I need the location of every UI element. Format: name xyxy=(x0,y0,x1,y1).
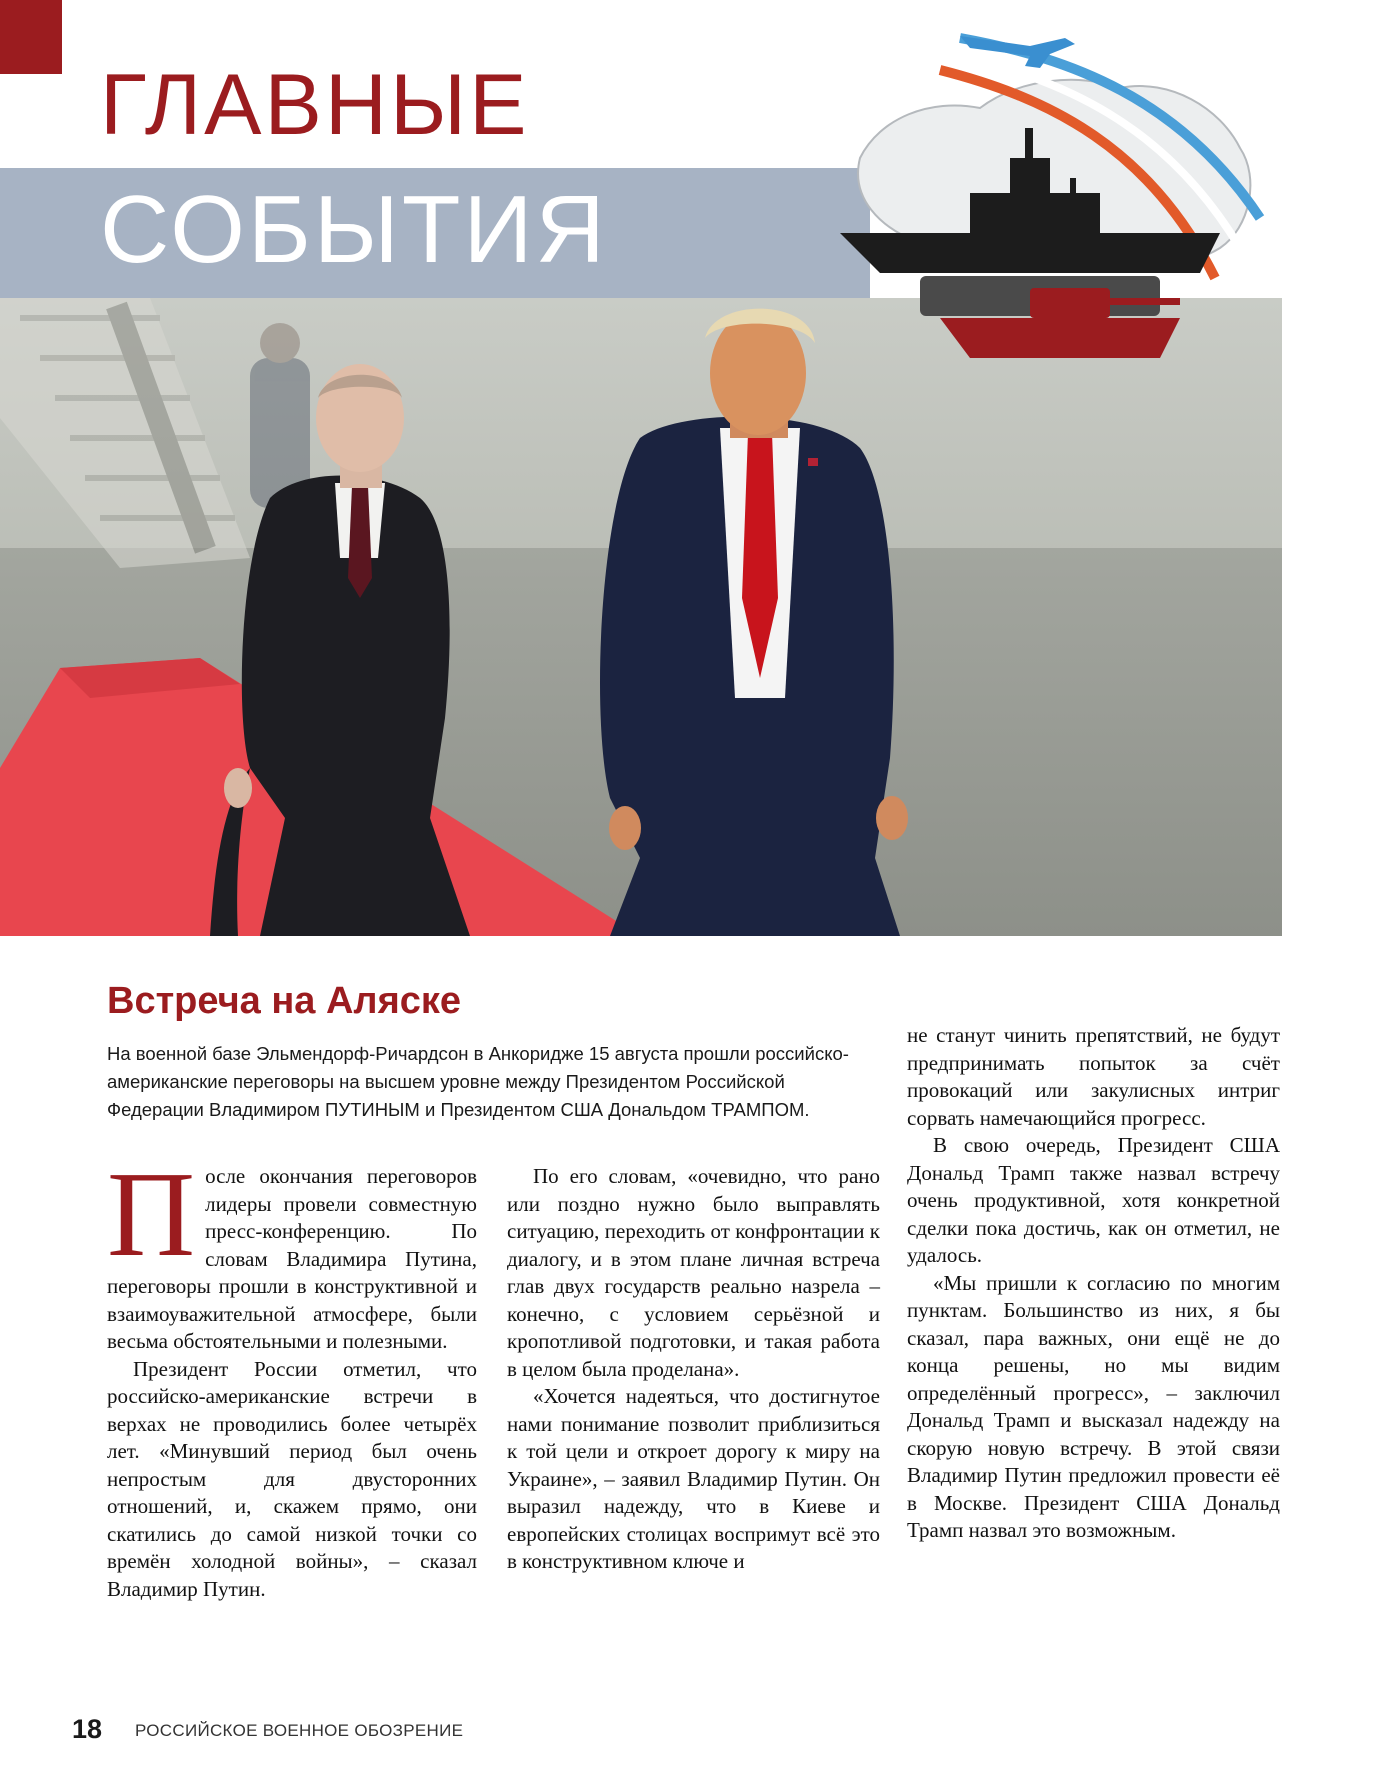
article-photo xyxy=(0,298,1282,936)
section-title-line2: СОБЫТИЯ xyxy=(100,176,608,283)
publication-name: РОССИЙСКОЕ ВОЕННОЕ ОБОЗРЕНИЕ xyxy=(135,1721,464,1740)
drop-cap: П xyxy=(107,1147,196,1282)
section-title-line1: ГЛАВНЫЕ xyxy=(100,57,530,153)
paragraph: После окончания переговоров лидеры провели совместную пресс-конференцию. По словам Владимира Путина, переговоры прошли в конструктивной и взаимоуважительной атмосфере, были весьма обстоятельными и полезными. xyxy=(107,1147,477,1353)
article-column-2 xyxy=(507,1163,880,1576)
paragraph: По его словам, «очевидно, что рано или поздно нужно было выправлять ситуацию, переходить от конфронтации к диалогу, и в этом плане личная встреча глав двух государств реально назрела – конечно, с условием серьёзной и кропотливой подготовки, и такая работа в целом была проделана». xyxy=(507,1164,880,1381)
paragraph: «Мы пришли к согласию по многим пунктам. Большинство из них, я бы сказал, пара важных, они ещё не до конца решены, но мы видим определённый прогресс», – заключил Дональд Трамп и высказал надежду на скорую новую встречу. В этой связи Владимир Путин предложил провести её в Москве. Президент США Дональд Трамп назвал это возможным. xyxy=(907,1270,1280,1542)
article-headline: Встреча на Аляске xyxy=(107,980,462,1022)
paragraph: В свою очередь, Президент США Дональд Трамп также назвал встречу очень продуктивной, хотя конкретной сделки пока достичь, как он отметил, не удалось. xyxy=(907,1133,1280,1267)
leaders-walking-photo xyxy=(0,298,1282,936)
article-column-3 xyxy=(907,1022,1280,1545)
article-lead: На военной базе Эльмендорф-Ричардсон в Анкоридже 15 августа прошли российско-американские переговоры на высшем уровне между Президентом Российской Федерации Владимиром ПУТИНЫМ и Президентом США Дональдом ТРАМПОМ. xyxy=(107,1043,849,1120)
article-column-1 xyxy=(107,1147,477,1603)
military-emblem xyxy=(820,18,1290,378)
paragraph: не станут чинить препятствий, не будут предпринимать попыток за счёт провокаций или закулисных интриг сорвать намечающийся прогресс. xyxy=(907,1023,1280,1130)
paragraph: Президент России отметил, что российско-американские встречи в верхах не проводились более четырёх лет. «Минувший период был очень непростым для двусторонних отношений, и, скажем прямо, они скатились до самой низкой точки со времён холодной войны», – сказал Владимир Путин. xyxy=(107,1356,477,1601)
page-number: 18 xyxy=(72,1714,103,1744)
corner-accent-block xyxy=(0,0,62,74)
paragraph: «Хочется надеяться, что достигнутое нами понимание позволит приблизиться к той цели и откроет дорогу к миру на Украине», – заявил Владимир Путин. Он выразил надежду, что в Киеве и европейских столицах воспримут всё это в конструктивном ключе и xyxy=(507,1384,880,1573)
